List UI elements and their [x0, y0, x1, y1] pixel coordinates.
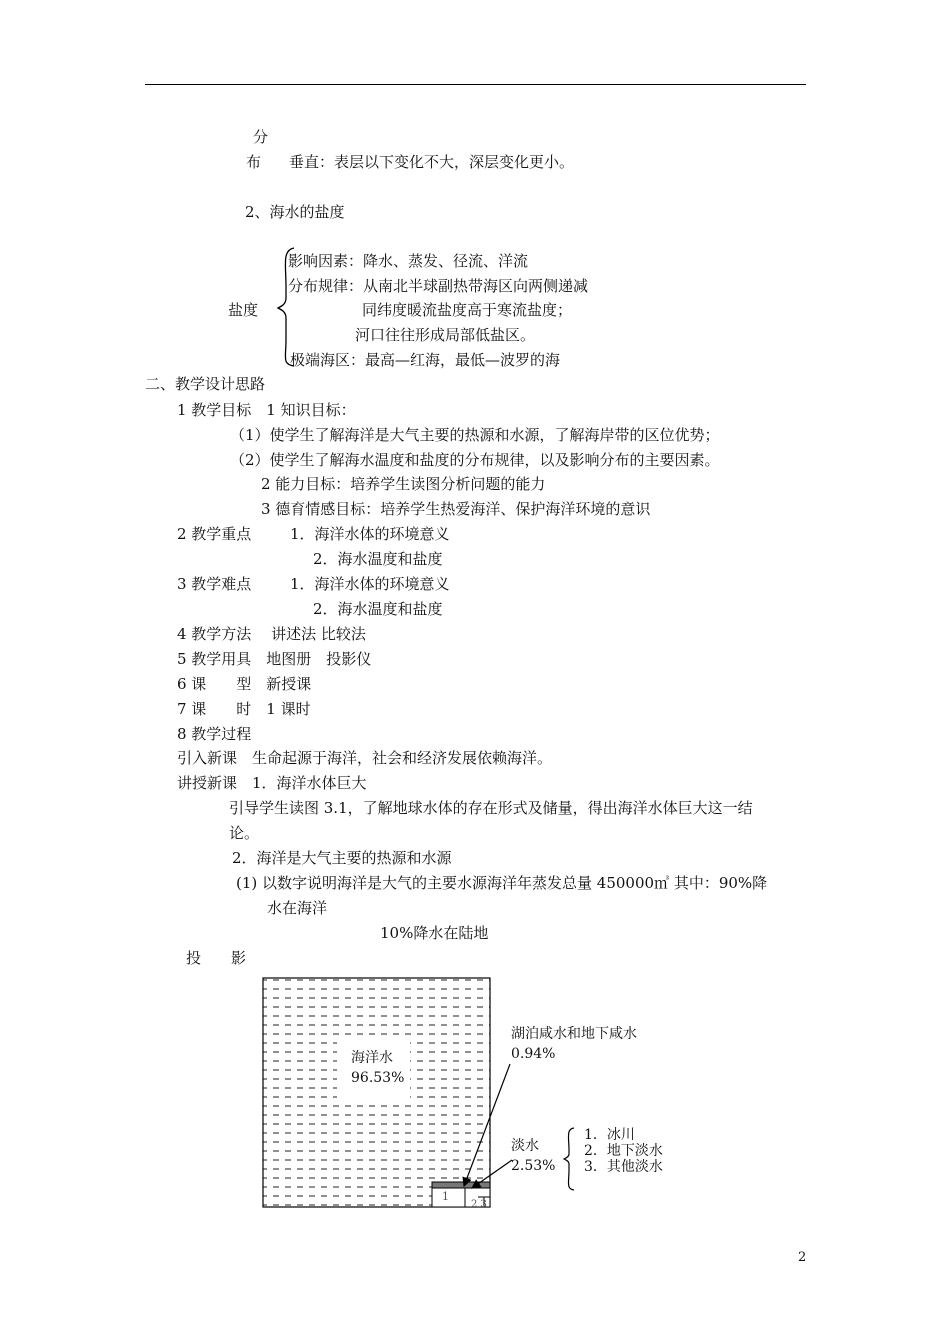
- key-1: 1．海洋水体的环境意义: [290, 525, 450, 543]
- goal-line: 1 教学目标 1 知识目标：: [177, 401, 356, 419]
- difficulty-2: 2．海水温度和盐度: [313, 600, 443, 618]
- fen-char: 分: [253, 128, 269, 146]
- guide-line-a: 引导学生读图 3.1，了解地球水体的存在形式及储量，得出海洋水体巨大这一结: [229, 799, 753, 817]
- intro-line: 引入新课 生命起源于海洋，社会和经济发展依赖海洋。: [177, 749, 553, 767]
- salinity-factors: 影响因素：降水、蒸发、径流、洋流: [288, 252, 529, 270]
- guide-line-b: 论。: [229, 824, 260, 842]
- fresh-item-3: 3．其他淡水: [584, 1159, 663, 1175]
- salinity-rule-1: 分布规律：从南北半球副热带海区向两侧递减: [288, 277, 589, 295]
- salinity-extreme: 极端海区：最高—红海，最低—波罗的海: [290, 351, 561, 369]
- item-1b: 水在海洋: [267, 899, 328, 917]
- pointer-arrows: [440, 1060, 560, 1200]
- salinity-rule-2: 同纬度暖流盐度高于寒流盐度；: [362, 301, 573, 319]
- ability-goal: 2 能力目标：培养学生读图分析问题的能力: [261, 475, 546, 493]
- process-line: 8 教学过程: [177, 725, 252, 743]
- tools-line: 5 教学用具 地图册 投影仪: [177, 650, 372, 668]
- salinity-rule-3: 河口往往形成局部低盐区。: [355, 326, 536, 344]
- goal-1: （1）使学生了解海洋是大气主要的热源和水源，了解海岸带的区位优势；: [230, 426, 720, 444]
- fresh-arrow: [472, 1160, 512, 1188]
- item-1a: (1) 以数字说明海洋是大气的主要水源海洋年蒸发总量 450000㎥ 其中：90%降: [236, 874, 768, 892]
- bu-char: 布: [246, 153, 262, 171]
- method-line: 4 教学方法 讲述法 比较法: [177, 625, 366, 643]
- saline-percent: 0.94%: [511, 1046, 556, 1062]
- page-number: 2: [798, 1250, 807, 1265]
- fresh-item-2: 2．地下淡水: [584, 1143, 663, 1159]
- point-2: 2．海洋是大气主要的热源和水源: [232, 849, 452, 867]
- ocean-name: 海洋水: [351, 1050, 393, 1066]
- ocean-percent: 96.53%: [351, 1070, 405, 1086]
- fresh-name: 淡水: [511, 1138, 539, 1154]
- salinity-heading: 2、海水的盐度: [245, 203, 345, 221]
- key-2: 2．海水温度和盐度: [313, 550, 443, 568]
- box-1-label: 1: [442, 1190, 449, 1203]
- time-line: 7 课 时 1 课时: [177, 700, 311, 718]
- moral-goal: 3 德育情感目标：培养学生热爱海洋、保护海洋环境的意识: [261, 500, 651, 518]
- fresh-item-1: 1．冰川: [584, 1127, 635, 1143]
- type-line: 6 课 型 新授课: [177, 675, 312, 693]
- box-23-label: 2 3: [471, 1199, 487, 1210]
- design-heading: 二、教学设计思路: [145, 375, 266, 393]
- difficulty-1: 1．海洋水体的环境意义: [290, 575, 450, 593]
- projection-label: 投 影: [186, 949, 247, 967]
- saline-arrow: [464, 1064, 510, 1186]
- saline-name: 湖泊咸水和地下咸水: [511, 1026, 637, 1042]
- goal-2: （2）使学生了解海水温度和盐度的分布规律，以及影响分布的主要因素。: [230, 451, 720, 469]
- fresh-percent: 2.53%: [511, 1158, 556, 1174]
- item-1c: 10%降水在陆地: [380, 924, 489, 942]
- difficulty-label: 3 教学难点: [177, 575, 252, 593]
- header-rule: [145, 84, 806, 85]
- salinity-label: 盐度: [228, 301, 259, 319]
- fresh-water-brace: [562, 1126, 576, 1192]
- key-label: 2 教学重点: [177, 525, 252, 543]
- vertical-distribution: 垂直：表层以下变化不大，深层变化更小。: [289, 153, 575, 171]
- new-lesson-line: 讲授新课 1．海洋水体巨大: [177, 774, 367, 792]
